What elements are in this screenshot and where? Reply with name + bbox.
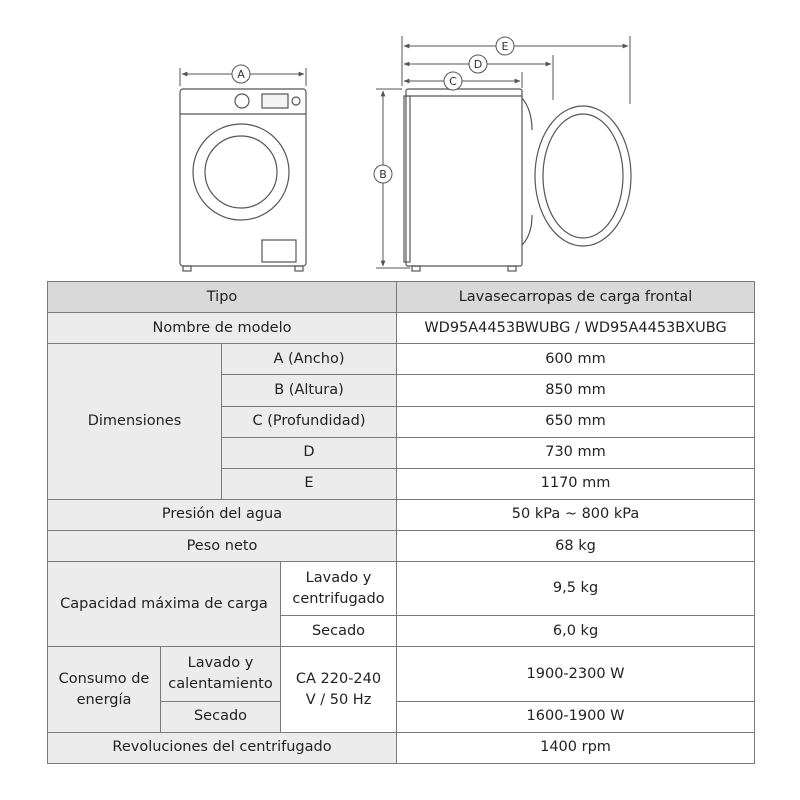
dim-a-label: A (Ancho) — [222, 344, 397, 375]
revoluciones-value: 1400 rpm — [397, 732, 755, 763]
tipo-value: Lavasecarropas de carga frontal — [397, 282, 755, 313]
dim-e-value: 1170 mm — [397, 468, 755, 499]
voltaje-line-2: V / 50 Hz — [305, 691, 372, 708]
dim-e-label: E — [222, 468, 397, 499]
capacidad-label: Capacidad máxima de carga — [48, 562, 281, 647]
modelo-label: Nombre de modelo — [48, 313, 397, 344]
cons-lavado-label-line-2: calentamiento — [168, 676, 273, 693]
consumo-label-line-1: Consumo de — [58, 670, 150, 687]
table-row — [48, 313, 755, 344]
front-view-washer — [180, 89, 306, 271]
cap-lavado-label — [281, 562, 397, 616]
dim-c-label: C (Profundidad) — [222, 406, 397, 437]
dimension-d — [404, 55, 553, 100]
dimensiones-label: Dimensiones — [48, 344, 222, 500]
label-a: A — [237, 68, 245, 81]
cons-lavado-value: 1900-2300 W — [397, 647, 755, 701]
presion-value: 50 kPa ~ 800 kPa — [397, 499, 755, 530]
cap-lavado-value: 9,5 kg — [397, 562, 755, 616]
cons-secado-value: 1600-1900 W — [397, 701, 755, 732]
dim-b-label: B (Altura) — [222, 375, 397, 406]
table-row — [48, 732, 755, 763]
label-e: E — [501, 40, 509, 53]
table-row — [48, 282, 755, 313]
peso-value: 68 kg — [397, 531, 755, 562]
dim-d-value: 730 mm — [397, 437, 755, 468]
cap-secado-value: 6,0 kg — [397, 616, 755, 647]
presion-label: Presión del agua — [48, 499, 397, 530]
table-row — [48, 647, 755, 701]
dimension-c — [404, 72, 522, 90]
cap-secado-label: Secado — [281, 616, 397, 647]
label-b: B — [379, 168, 387, 181]
cons-lavado-label-line-1: Lavado y — [187, 655, 254, 672]
revoluciones-label: Revoluciones del centrifugado — [48, 732, 397, 763]
consumo-label — [48, 647, 161, 732]
voltaje-line-1: CA 220-240 — [295, 670, 382, 687]
table-row — [48, 499, 755, 530]
dimension-b — [374, 89, 410, 268]
table-row — [48, 531, 755, 562]
cap-lavado-label-line-1: Lavado y — [305, 569, 372, 586]
voltaje — [281, 647, 397, 732]
label-d: D — [473, 58, 483, 71]
modelo-value: WD95A4453BWUBG / WD95A4453BXUBG — [397, 313, 755, 344]
tipo-label: Tipo — [48, 282, 397, 313]
dim-b-value: 850 mm — [397, 375, 755, 406]
cap-lavado-label-line-2: centrifugado — [292, 590, 385, 607]
table-row — [48, 344, 755, 375]
cons-secado-label: Secado — [161, 701, 281, 732]
dimension-a — [180, 65, 306, 86]
dim-a-value: 600 mm — [397, 344, 755, 375]
label-c: C — [449, 75, 457, 88]
dimension-e — [402, 36, 630, 104]
peso-label: Peso neto — [48, 531, 397, 562]
consumo-label-line-2: energía — [76, 691, 132, 708]
spec-table — [47, 281, 755, 764]
table-row — [48, 562, 755, 616]
dim-d-label: D — [222, 437, 397, 468]
dim-c-value: 650 mm — [397, 406, 755, 437]
cons-lavado-label — [161, 647, 281, 701]
side-view-washer — [404, 89, 631, 271]
dimensions-diagram — [0, 0, 800, 282]
